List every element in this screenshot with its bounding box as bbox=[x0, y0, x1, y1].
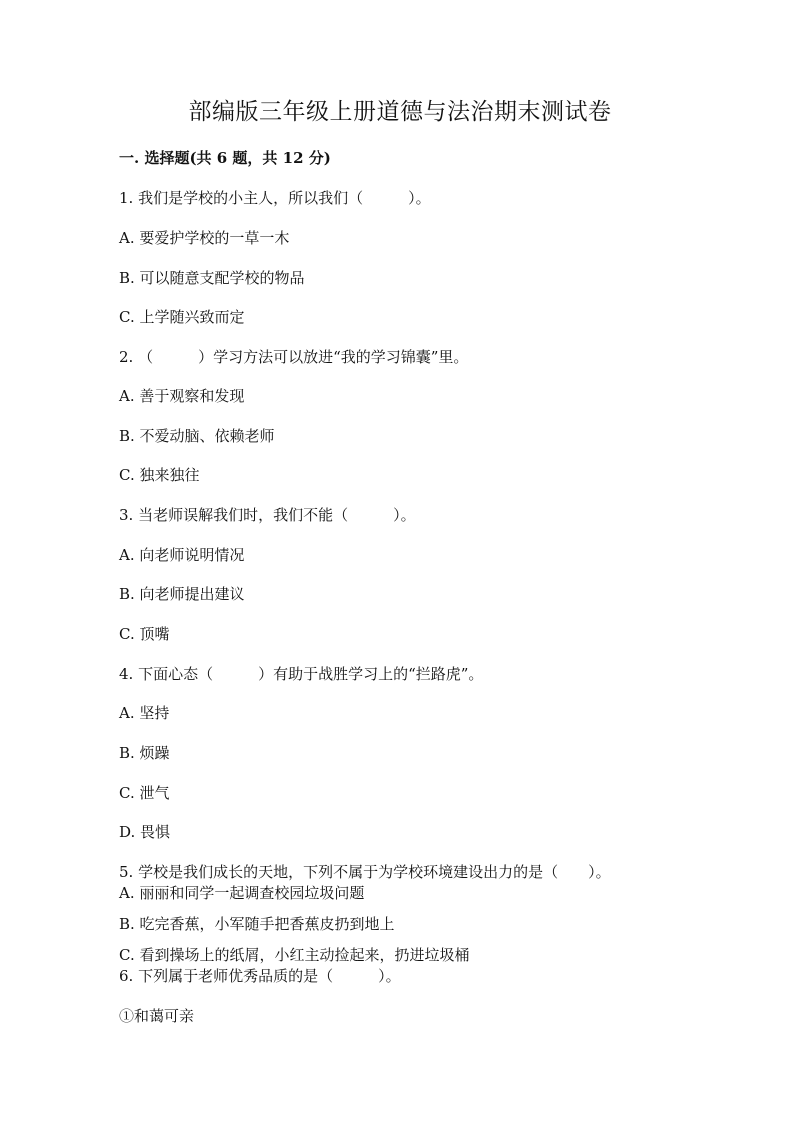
question-5-stem: 5. 学校是我们成长的天地，下列不属于为学校环境建设出力的是（ ）。 bbox=[119, 863, 611, 881]
question-4-stem: 4. 下面心态（ ）有助于战胜学习上的“拦路虎”。 bbox=[119, 665, 484, 683]
question-1-option-a: A. 要爱护学校的一草一木 bbox=[119, 229, 290, 247]
question-4-option-d: D. 畏惧 bbox=[119, 823, 171, 841]
question-3-stem: 3. 当老师误解我们时，我们不能（ ）。 bbox=[119, 506, 416, 524]
question-5-option-b: B. 吃完香蕉，小军随手把香蕉皮扔到地上 bbox=[119, 915, 395, 933]
question-5-option-a: A. 丽丽和同学一起调查校园垃圾问题 bbox=[119, 884, 365, 902]
question-1-option-c: C. 上学随兴致而定 bbox=[119, 308, 245, 326]
question-5-option-c: C. 看到操场上的纸屑，小红主动捡起来，扔进垃圾桶 bbox=[119, 946, 470, 964]
question-3-option-c: C. 顶嘴 bbox=[119, 625, 170, 643]
question-3-option-a: A. 向老师说明情况 bbox=[119, 546, 245, 564]
question-3-option-b: B. 向老师提出建议 bbox=[119, 585, 245, 603]
section-heading: 一. 选择题(共 6 题，共 12 分) bbox=[119, 149, 331, 167]
question-2-option-c: C. 独来独往 bbox=[119, 466, 200, 484]
question-2-stem: 2. （ ）学习方法可以放进“我的学习锦囊”里。 bbox=[119, 348, 469, 366]
question-4-option-b: B. 烦躁 bbox=[119, 744, 170, 762]
question-4-option-c: C. 泄气 bbox=[119, 784, 170, 802]
question-2-option-b: B. 不爱动脑、依赖老师 bbox=[119, 427, 275, 445]
page-title: 部编版三年级上册道德与法治期末测试卷 bbox=[188, 99, 612, 125]
question-1-option-b: B. 可以随意支配学校的物品 bbox=[119, 269, 305, 287]
question-1-stem: 1. 我们是学校的小主人，所以我们（ ）。 bbox=[119, 189, 431, 207]
question-6-stem: 6. 下列属于老师优秀品质的是（ ）。 bbox=[119, 967, 401, 985]
question-4-option-a: A. 坚持 bbox=[119, 704, 170, 722]
question-6-option-1: ①和蔼可亲 bbox=[119, 1007, 195, 1025]
question-2-option-a: A. 善于观察和发现 bbox=[119, 387, 245, 405]
